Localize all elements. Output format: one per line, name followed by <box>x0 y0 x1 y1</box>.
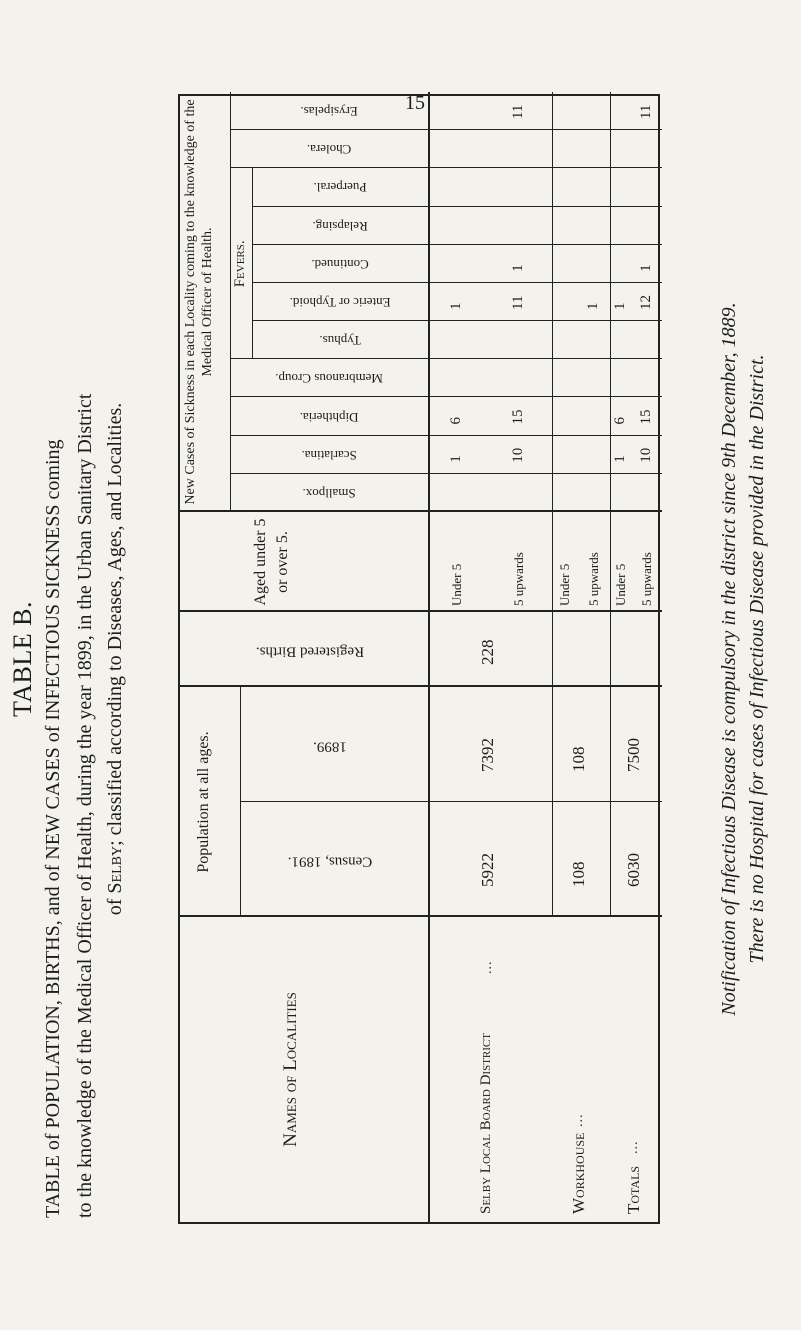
names-of-localities-header: Names of Localities <box>280 992 301 1147</box>
case-count: 1 <box>612 302 628 310</box>
age-label: Under 5 <box>556 563 572 606</box>
disease-col-header: Puerperal. <box>313 180 367 196</box>
disease-col-header: Cholera. <box>306 142 352 158</box>
rule <box>180 916 662 918</box>
case-count: 1 <box>448 455 464 463</box>
disease-col-header: Enteric or Typhoid. <box>289 295 391 311</box>
disease-col-header: Erysipelas. <box>300 104 358 120</box>
rule <box>180 686 662 688</box>
case-count: 1 <box>448 302 464 310</box>
statistics-table <box>178 94 660 1224</box>
census-value: 6030 <box>624 853 643 887</box>
case-count: 1 <box>584 302 601 310</box>
fevers-group-header: Fevers. <box>232 240 248 288</box>
row-name: Totals <box>624 1165 643 1214</box>
census-value: 5922 <box>478 853 497 887</box>
registered-births-header: Registered Births. <box>255 643 365 660</box>
pop-1899-value: 7500 <box>624 738 643 772</box>
footnote-notification: Notification of Infectious Disease is compulsory in the district since 9th December, 1889. <box>718 302 740 1016</box>
rule <box>428 92 430 1222</box>
age-label: 5 upwards <box>639 552 654 606</box>
leader-dots: ... <box>480 960 495 974</box>
case-count: 10 <box>638 447 654 463</box>
rule <box>552 92 553 917</box>
row-name: Workhouse <box>569 1132 588 1214</box>
rotated-table-page <box>0 94 801 1224</box>
pop-1899-header: 1899. <box>313 738 347 755</box>
age-label: Under 5 <box>449 563 464 606</box>
disease-col-header: Typhus. <box>319 333 361 349</box>
row-name: Selby Local Board District <box>478 1033 494 1214</box>
case-count: 10 <box>510 447 526 463</box>
pop-1899-value: 108 <box>569 746 588 772</box>
leader-dots: ... <box>571 1113 586 1127</box>
case-count: 6 <box>448 417 464 425</box>
footnote-hospital: There is no Hospital for cases of Infectious Disease provided in the District. <box>746 354 768 964</box>
heading-line-3: of Selby; classified according to Diseases, Ages, and Localities. <box>104 402 126 916</box>
case-count: 6 <box>612 417 628 425</box>
disease-col-header: Membranous Croup. <box>275 371 383 387</box>
case-count: 1 <box>510 264 526 272</box>
case-count: 1 <box>638 264 654 272</box>
aged-header: Aged under 5 or over 5. <box>252 518 291 606</box>
case-count: 11 <box>638 104 654 120</box>
leader-dots: ... <box>626 1140 641 1154</box>
rule <box>240 687 241 917</box>
case-count: 1 <box>612 455 628 463</box>
page-number: 15 <box>405 92 425 114</box>
pop-1899-value: 7392 <box>478 738 497 772</box>
age-label: 5 upwards <box>511 552 526 606</box>
disease-col-header: Smallpox. <box>302 486 356 502</box>
rule <box>610 92 611 917</box>
new-cases-group-header: New Cases of Sickness in each Locality coming to the knowledge of the Medical Officer of Health. <box>183 99 215 505</box>
census-value: 108 <box>569 861 588 887</box>
heading-line-2: to the knowledge of the Medical Officer of Health, during the year 1899, in the Urban Sanitary District <box>74 393 96 1218</box>
age-label: Under 5 <box>613 563 628 606</box>
population-header: Population at all ages. <box>195 731 212 873</box>
heading-line-1: TABLE of POPULATION, BIRTHS, and of NEW CASES of INFECTIOUS SICKNESS coming <box>42 439 64 1218</box>
disease-col-header: Continued. <box>311 256 369 272</box>
disease-col-header: Scarlatina. <box>301 447 357 463</box>
case-count: 11 <box>510 295 526 310</box>
disease-col-header: Diphtheria. <box>299 409 359 425</box>
rule <box>240 801 662 802</box>
case-count: 12 <box>638 295 654 310</box>
case-count: 11 <box>510 104 526 120</box>
table-title: TABLE B. <box>8 600 37 718</box>
case-count: 15 <box>510 409 526 425</box>
births-value: 228 <box>478 639 497 665</box>
census-1891-header: Census, 1891. <box>287 853 373 870</box>
case-count: 15 <box>638 409 654 425</box>
age-label: 5 upwards <box>585 552 601 606</box>
disease-col-header: Relapsing. <box>312 218 368 234</box>
